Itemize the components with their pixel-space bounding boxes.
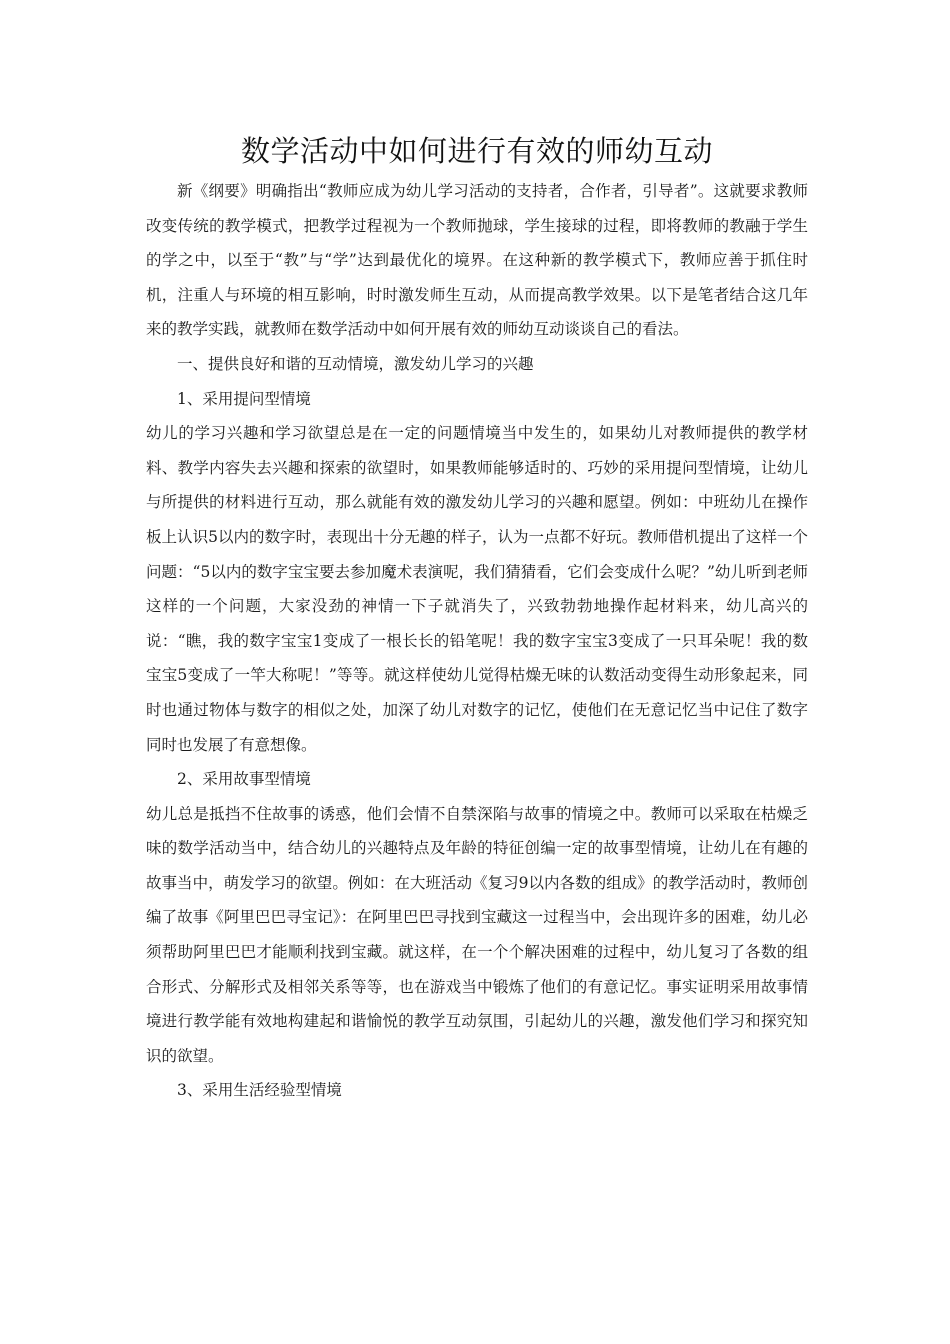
intro-text-part1: 新《纲要》明确指出“教师应成为幼儿学习活动的支持者，合作者，引导者”。这就要求 [177,182,777,200]
document-title: 数学活动中如何进行有效的师幼互动 [240,134,713,168]
subsection-body-2: 幼儿总是抵挡不住故事的诱惑，他们会情不自禁深陷与故事的情境之中。教师可以采取在枯燥乏味的数学活动当中，结合幼儿的兴趣特点及年龄的特征创编一定的故事型情境，让幼儿在有趣的故事当中，萌发学习的欲望。例如：在大班活动《复习9以内各数的组成》的教学活动时，教师创编了故事《阿里巴巴寻宝记》：在阿里巴巴寻找到宝藏这一过程当中，会出现许多的困难，幼儿必须帮助阿里巴巴才能顺利找到宝藏。就这样，在一个个解决困难的过程中，幼儿复习了各数的组合形式、分解形式及相邻关系等等，也在游戏当中锻炼了他们的有意记忆。事实证明采用故事情境进行教学能有效地构建起和谐愉悦的教学互动氛围，引起幼儿的兴趣，激发他们学习和探究知识的欲望。 [146,804,808,1065]
subsection-heading-3: 3、采用生活经验型情境 [177,1081,342,1100]
intro-paragraph [146,174,808,347]
subsection-heading-1: 1、采用提问型情境 [177,389,311,408]
subsection-body-1: 幼儿的学习兴趣和学习欲望总是在一定的问题情境当中发生的，如果幼儿对教师提供的教学材料、教学内容失去兴趣和探索的欲望时，如果教师能够适时的、巧妙的采用提问型情境，让幼儿与所提供的材料进行互动，那么就能有效的激发幼儿学习的兴趣和愿望。例如：中班幼儿在操作板上认识5以内的数字时，表现出十分无趣的样子，认为一点都不好玩。教师借机提出了这样一个问题：“5以内的数字宝宝要去参加魔术表演呢，我们猜猜看，它们会变成什么呢？”幼儿听到老师这样的一个问题，大家没劲的神情一下子就消失了，兴致勃勃地操作起材料来，幼儿高兴的说：“瞧，我的数字宝宝1变成了一根长长的铅笔呢！我的数字宝宝3变成了一只耳朵呢！我的数宝宝5变成了一竿大称呢！”等等。就这样使幼儿觉得枯燥无味的认数活动变得生动形象起来，同时也通过物体与数字的相似之处，加深了幼儿对数字的记忆，使他们在无意记忆当中记住了数字同时也发展了有意想像。 [146,424,808,754]
subsection-heading-2: 2、采用故事型情境 [177,770,311,789]
intro-emphasis: 教师 [776,182,808,200]
intro-text-part2: 改变传统的教学模式，把教学过程视为一个教师抛球，学生接球的过程，即将教师的教融于学生的学之中，以至于“教”与“学”达到最优化的境界。在这种新的教学模式下，教师应善于抓住时机，注重人与环境的相互影响，时时激发师生互动，从而提高教学效果。以下是笔者结合这几年来的教学实践，就教师在数学活动中如何开展有效的师幼互动谈谈自己的看法。 [146,216,808,339]
section-heading-1: 一、提供良好和谐的互动情境，激发幼儿学习的兴趣 [177,354,534,373]
document-page [146,128,808,1108]
